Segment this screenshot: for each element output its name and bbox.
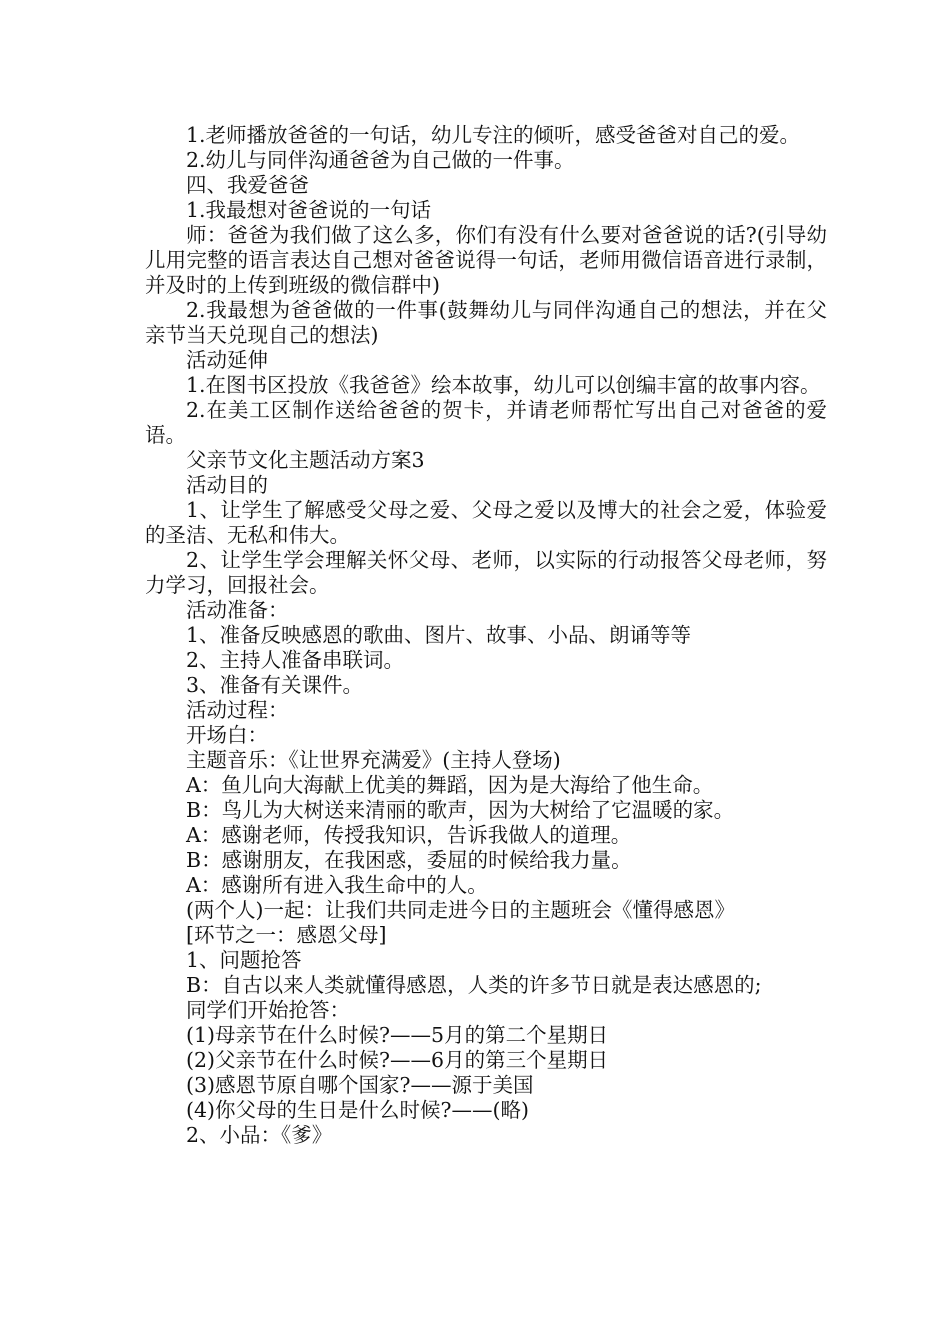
paragraph: 3、准备有关课件。 (186, 673, 364, 697)
paragraph: 2.幼儿与同伴沟通爸爸为自己做的一件事。 (186, 148, 575, 172)
section-heading: 活动过程： (186, 698, 289, 722)
dialogue-line: B：感谢朋友，在我困惑，委屈的时候给我力量。 (186, 848, 632, 872)
paragraph: 师：爸爸为我们做了这么多，你们有没有什么要对爸爸说的话?(引导幼儿用完整的语言表达自己想对爸爸说得一句话，老师用微信语音进行录制，并及时的上传到班级的微信群中) (145, 223, 827, 297)
dialogue-line: A：感谢老师，传授我知识，告诉我做人的道理。 (186, 823, 632, 847)
list-item: (3)感恩节原自哪个国家?——源于美国 (186, 1073, 534, 1097)
section-heading: 活动目的 (186, 473, 268, 497)
paragraph: 2.在美工区制作送给爸爸的贺卡，并请老师帮忙写出自己对爸爸的爱语。 (145, 398, 827, 447)
paragraph: 1、准备反映感恩的歌曲、图片、故事、小品、朗诵等等 (186, 623, 692, 647)
section-heading: 四、我爱爸爸 (186, 173, 309, 197)
paragraph: 同学们开始抢答： (186, 998, 350, 1022)
section-heading: [环节之一：感恩父母] (186, 923, 387, 947)
paragraph: 2、小品：《爹》 (186, 1123, 333, 1147)
dialogue-line: B：鸟儿为大树送来清丽的歌声，因为大树给了它温暖的家。 (186, 798, 735, 822)
paragraph: 1、让学生了解感受父母之爱、父母之爱以及博大的社会之爱，体验爱的圣洁、无私和伟大。 (145, 498, 827, 547)
section-heading: 活动准备： (186, 598, 289, 622)
list-item: (4)你父母的生日是什么时候?——(略) (186, 1098, 530, 1122)
paragraph: 1.老师播放爸爸的一句话，幼儿专注的倾听，感受爸爸对自己的爱。 (186, 123, 801, 147)
paragraph: 2.我最想为爸爸做的一件事(鼓舞幼儿与同伴沟通自己的想法，并在父亲节当天兑现自己的想法) (145, 298, 827, 347)
dialogue-line: A：感谢所有进入我生命中的人。 (186, 873, 488, 897)
list-item: (2)父亲节在什么时候?——6月的第三个星期日 (186, 1048, 609, 1072)
document-title: 父亲节文化主题活动方案3 (186, 448, 425, 472)
section-heading: 活动延伸 (186, 348, 268, 372)
dialogue-line: A：鱼儿向大海献上优美的舞蹈，因为是大海给了他生命。 (186, 773, 714, 797)
dialogue-line: (两个人)一起：让我们共同走进今日的主题班会《懂得感恩》 (186, 898, 735, 922)
paragraph: 主题音乐：《让世界充满爱》(主持人登场) (186, 748, 561, 772)
paragraph: 1、问题抢答 (186, 948, 302, 972)
paragraph: 2、主持人准备串联词。 (186, 648, 405, 672)
document-body (145, 123, 827, 1148)
dialogue-line: B：自古以来人类就懂得感恩，人类的许多节日就是表达感恩的; (186, 973, 762, 997)
paragraph: 1.在图书区投放《我爸爸》绘本故事，幼儿可以创编丰富的故事内容。 (186, 373, 821, 397)
list-item: (1)母亲节在什么时候?——5月的第二个星期日 (186, 1023, 609, 1047)
paragraph: 2、让学生学会理解关怀父母、老师，以实际的行动报答父母老师，努力学习，回报社会。 (145, 548, 827, 597)
paragraph: 开场白： (186, 723, 268, 747)
paragraph: 1.我最想对爸爸说的一句话 (186, 198, 432, 222)
